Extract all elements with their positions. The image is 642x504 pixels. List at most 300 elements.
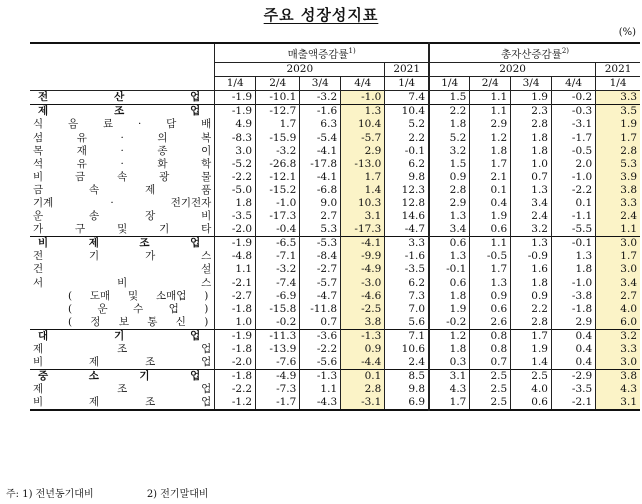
- value-cell: -3.5: [385, 263, 429, 276]
- value-cell: 6.2: [385, 277, 429, 290]
- value-cell: 3.1: [596, 396, 640, 410]
- value-cell: 4.9: [215, 118, 256, 131]
- table-row: [30, 105, 640, 119]
- table-row: [30, 91, 640, 105]
- value-cell: -1.0: [341, 91, 385, 105]
- value-cell: 0.1: [341, 370, 385, 384]
- value-cell: -1.8: [215, 370, 256, 384]
- row-label: ( 도매 및 소매업 ): [68, 289, 209, 302]
- value-cell: -2.7: [300, 263, 341, 276]
- value-cell: 3.4: [429, 223, 470, 237]
- value-cell: 2.1: [470, 171, 511, 184]
- value-cell: -15.9: [256, 131, 300, 144]
- value-cell: 1.0: [511, 158, 552, 171]
- row-label: 비 금 속 광 물: [33, 170, 212, 183]
- value-cell: -1.0: [551, 277, 595, 290]
- value-cell: 1.3: [470, 277, 511, 290]
- table-row: [30, 343, 640, 356]
- value-cell: 7.0: [385, 303, 429, 316]
- value-cell: -6.9: [256, 290, 300, 303]
- value-cell: -2.0: [215, 223, 256, 237]
- value-cell: -1.8: [215, 343, 256, 356]
- value-cell: 0.9: [341, 343, 385, 356]
- value-cell: -2.2: [215, 171, 256, 184]
- row-label: 목 재 · 종 이: [33, 144, 212, 157]
- value-cell: -2.2: [551, 184, 595, 197]
- value-cell: -0.2: [429, 316, 470, 330]
- value-cell: -4.6: [341, 290, 385, 303]
- value-cell: 8.5: [385, 370, 429, 384]
- value-cell: -7.3: [256, 383, 300, 396]
- value-cell: 0.3: [429, 356, 470, 370]
- table-row: [30, 383, 640, 396]
- value-cell: 2.2: [429, 105, 470, 119]
- value-cell: -2.1: [215, 277, 256, 290]
- value-cell: 3.3: [596, 197, 640, 210]
- value-cell: 0.4: [551, 343, 595, 356]
- value-cell: -10.1: [256, 91, 300, 105]
- value-cell: -5.0: [215, 184, 256, 197]
- value-cell: -7.1: [256, 250, 300, 263]
- value-cell: 3.0: [596, 263, 640, 276]
- value-cell: -5.4: [300, 131, 341, 144]
- year-header: 2020: [429, 63, 596, 77]
- row-label: 가 구 및 기 타: [33, 223, 212, 236]
- value-cell: 3.0: [215, 145, 256, 158]
- table-row: [30, 210, 640, 223]
- quarter-header: 3/4: [300, 77, 341, 91]
- value-cell: 1.1: [470, 237, 511, 251]
- value-cell: 2.8: [511, 118, 552, 131]
- value-cell: 1.1: [470, 91, 511, 105]
- value-cell: 1.3: [429, 210, 470, 223]
- row-label: 기계 · 전기전자: [33, 196, 212, 209]
- table-row: [30, 184, 640, 197]
- value-cell: 7.1: [385, 329, 429, 343]
- value-cell: -0.1: [385, 145, 429, 158]
- row-label: 식 음 료 · 담 배: [33, 118, 212, 131]
- value-cell: 6.2: [385, 158, 429, 171]
- value-cell: 2.8: [341, 383, 385, 396]
- value-cell: -1.0: [551, 171, 595, 184]
- value-cell: -1.8: [215, 303, 256, 316]
- table-row: [30, 263, 640, 276]
- row-label: 전 기 가 스: [33, 250, 212, 263]
- value-cell: -0.5: [470, 250, 511, 263]
- unit-label: (%): [618, 27, 636, 38]
- value-cell: -0.3: [551, 105, 595, 119]
- value-cell: -13.9: [256, 343, 300, 356]
- table-row: [30, 356, 640, 370]
- value-cell: -0.4: [256, 223, 300, 237]
- value-cell: 0.6: [511, 396, 552, 410]
- value-cell: 2.8: [511, 316, 552, 330]
- value-cell: -2.0: [215, 356, 256, 370]
- value-cell: 1.7: [596, 250, 640, 263]
- table-row: [30, 237, 640, 251]
- value-cell: 1.8: [470, 145, 511, 158]
- row-label: 제 조 업: [33, 343, 212, 356]
- value-cell: 0.8: [470, 343, 511, 356]
- value-cell: -17.3: [341, 223, 385, 237]
- value-cell: 1.3: [341, 105, 385, 119]
- value-cell: -11.8: [300, 303, 341, 316]
- value-cell: -1.3: [300, 370, 341, 384]
- value-cell: -0.5: [551, 145, 595, 158]
- value-cell: 0.6: [470, 303, 511, 316]
- value-cell: -0.9: [511, 250, 552, 263]
- value-cell: 0.9: [470, 290, 511, 303]
- value-cell: 0.4: [551, 356, 595, 370]
- value-cell: 7.4: [385, 91, 429, 105]
- value-cell: 2.4: [385, 356, 429, 370]
- row-label: 제 조 업: [30, 105, 215, 119]
- value-cell: -17.3: [256, 210, 300, 223]
- value-cell: 1.9: [511, 343, 552, 356]
- value-cell: -3.0: [341, 277, 385, 290]
- value-cell: 1.7: [429, 396, 470, 410]
- value-cell: 2.9: [341, 145, 385, 158]
- value-cell: -17.8: [300, 158, 341, 171]
- value-cell: 3.2: [429, 145, 470, 158]
- table-row: [30, 316, 640, 330]
- value-cell: -5.5: [551, 223, 595, 237]
- value-cell: 1.2: [429, 329, 470, 343]
- value-cell: -1.9: [215, 329, 256, 343]
- value-cell: 1.6: [511, 263, 552, 276]
- value-cell: -1.2: [215, 396, 256, 410]
- table-row: [30, 250, 640, 263]
- value-cell: 2.8: [429, 184, 470, 197]
- value-cell: -7.6: [256, 356, 300, 370]
- value-cell: 2.5: [470, 370, 511, 384]
- value-cell: 7.3: [385, 290, 429, 303]
- value-cell: -1.0: [256, 197, 300, 210]
- value-cell: -3.8: [551, 290, 595, 303]
- value-cell: 1.8: [511, 131, 552, 144]
- value-cell: -3.2: [256, 145, 300, 158]
- value-cell: 6.9: [385, 396, 429, 410]
- value-cell: 0.9: [511, 290, 552, 303]
- value-cell: -1.9: [215, 237, 256, 251]
- value-cell: 4.0: [596, 303, 640, 316]
- value-cell: 1.1: [300, 383, 341, 396]
- row-label: 서 비 스: [33, 276, 212, 289]
- value-cell: 0.7: [470, 356, 511, 370]
- value-cell: 1.3: [429, 250, 470, 263]
- value-cell: -0.2: [551, 91, 595, 105]
- table-row: [30, 329, 640, 343]
- value-cell: 5.6: [385, 316, 429, 330]
- value-cell: -0.1: [551, 237, 595, 251]
- value-cell: -1.7: [256, 396, 300, 410]
- value-cell: 0.7: [300, 316, 341, 330]
- value-cell: -1.7: [551, 131, 595, 144]
- quarter-header: 3/4: [511, 77, 552, 91]
- row-label: ( 운 수 업 ): [68, 302, 209, 315]
- value-cell: 1.7: [341, 171, 385, 184]
- value-cell: 6.0: [596, 316, 640, 330]
- value-cell: 1.5: [429, 91, 470, 105]
- value-cell: 1.9: [470, 210, 511, 223]
- value-cell: -4.8: [215, 250, 256, 263]
- value-cell: 0.9: [429, 171, 470, 184]
- value-cell: 3.8: [596, 184, 640, 197]
- value-cell: -0.2: [256, 316, 300, 330]
- value-cell: 0.7: [511, 171, 552, 184]
- value-cell: 4.3: [596, 383, 640, 396]
- table-row: [30, 145, 640, 158]
- value-cell: 3.0: [596, 237, 640, 251]
- value-cell: 2.6: [470, 316, 511, 330]
- table-row: [30, 277, 640, 290]
- value-cell: 2.3: [511, 105, 552, 119]
- value-cell: -3.1: [551, 118, 595, 131]
- value-cell: 1.1: [215, 263, 256, 276]
- value-cell: 3.0: [596, 356, 640, 370]
- value-cell: 3.1: [429, 370, 470, 384]
- row-label: 건 설: [33, 263, 212, 276]
- value-cell: -4.7: [385, 223, 429, 237]
- value-cell: -1.6: [300, 105, 341, 119]
- value-cell: 0.6: [470, 223, 511, 237]
- value-cell: -2.7: [215, 290, 256, 303]
- value-cell: 3.8: [341, 316, 385, 330]
- value-cell: 2.2: [385, 131, 429, 144]
- row-label: 전 산 업: [38, 91, 201, 104]
- value-cell: -4.7: [300, 290, 341, 303]
- value-cell: -13.0: [341, 158, 385, 171]
- value-cell: -26.8: [256, 158, 300, 171]
- value-cell: 12.8: [385, 197, 429, 210]
- value-cell: -3.1: [341, 396, 385, 410]
- value-cell: -2.1: [551, 396, 595, 410]
- value-cell: -5.7: [300, 277, 341, 290]
- quarter-header: 4/4: [341, 77, 385, 91]
- value-cell: 3.4: [596, 277, 640, 290]
- value-cell: 1.0: [215, 316, 256, 330]
- value-cell: -2.2: [300, 343, 341, 356]
- value-cell: 1.2: [470, 131, 511, 144]
- footnote: [6, 485, 209, 500]
- value-cell: 1.8: [429, 290, 470, 303]
- value-cell: 2.4: [511, 210, 552, 223]
- value-cell: -0.1: [429, 263, 470, 276]
- value-cell: 2.9: [470, 118, 511, 131]
- quarter-header: 1/4: [385, 77, 429, 91]
- year-header: 2021: [596, 63, 640, 77]
- value-cell: 2.5: [511, 370, 552, 384]
- row-label: 운 송 장 비: [33, 210, 212, 223]
- value-cell: -1.1: [551, 210, 595, 223]
- row-label: 금 속 제 품: [33, 183, 212, 196]
- value-cell: 5.3: [300, 223, 341, 237]
- table-row: [30, 131, 640, 144]
- value-cell: -1.9: [215, 91, 256, 105]
- value-cell: 1.8: [429, 343, 470, 356]
- value-cell: -4.9: [341, 263, 385, 276]
- value-cell: -15.2: [256, 184, 300, 197]
- value-cell: 3.1: [341, 210, 385, 223]
- value-cell: 0.4: [551, 329, 595, 343]
- value-cell: 1.9: [596, 118, 640, 131]
- row-label: 석 유 · 화 학: [33, 157, 212, 170]
- value-cell: -5.7: [341, 131, 385, 144]
- value-cell: -4.1: [300, 171, 341, 184]
- row-label: 대 기 업: [30, 329, 215, 343]
- value-cell: 0.1: [470, 184, 511, 197]
- value-cell: 1.9: [429, 303, 470, 316]
- value-cell: 1.1: [596, 223, 640, 237]
- value-cell: 2.4: [596, 210, 640, 223]
- value-cell: 10.6: [385, 343, 429, 356]
- value-cell: 2.5: [470, 396, 511, 410]
- quarter-header: 2/4: [256, 77, 300, 91]
- value-cell: 1.7: [256, 118, 300, 131]
- quarter-header: 4/4: [551, 77, 595, 91]
- table-row: [30, 223, 640, 237]
- value-cell: 9.0: [300, 197, 341, 210]
- value-cell: -3.2: [256, 263, 300, 276]
- value-cell: -6.8: [300, 184, 341, 197]
- value-cell: 1.8: [215, 197, 256, 210]
- value-cell: 1.7: [511, 329, 552, 343]
- table-row: [30, 290, 640, 303]
- value-cell: 0.8: [470, 329, 511, 343]
- value-cell: 10.4: [385, 105, 429, 119]
- value-cell: 0.6: [429, 237, 470, 251]
- row-label: 비 제 조 업: [33, 356, 212, 369]
- value-cell: 1.5: [429, 158, 470, 171]
- row-label: 제 조 업: [33, 383, 212, 396]
- footnote-2: 2) 전기말대비: [146, 489, 209, 500]
- value-cell: 3.9: [596, 171, 640, 184]
- page-title: 주요 성장성지표: [263, 6, 379, 24]
- value-cell: 3.4: [511, 197, 552, 210]
- footnote-1: 주: 1) 전년동기대비: [6, 489, 94, 500]
- row-label: 비 제 조 업: [30, 237, 215, 251]
- value-cell: -3.5: [215, 210, 256, 223]
- growth-indicators-table: [30, 42, 640, 411]
- value-cell: 10.4: [341, 118, 385, 131]
- value-cell: -4.9: [256, 370, 300, 384]
- value-cell: 2.7: [300, 210, 341, 223]
- row-label: 중 소 기 업: [30, 370, 215, 384]
- table-row: [30, 303, 640, 316]
- value-cell: 4.3: [429, 383, 470, 396]
- value-cell: 1.3: [551, 250, 595, 263]
- value-cell: 5.3: [596, 158, 640, 171]
- value-cell: 2.7: [596, 290, 640, 303]
- value-cell: -12.7: [256, 105, 300, 119]
- quarter-header: 1/4: [596, 77, 640, 91]
- value-cell: -2.9: [551, 370, 595, 384]
- value-cell: -7.4: [256, 277, 300, 290]
- value-cell: 3.2: [511, 223, 552, 237]
- value-cell: -4.3: [300, 396, 341, 410]
- value-cell: 1.7: [470, 158, 511, 171]
- value-cell: -8.3: [215, 131, 256, 144]
- value-cell: -4.4: [341, 356, 385, 370]
- value-cell: 1.8: [511, 277, 552, 290]
- quarter-header: 1/4: [429, 77, 470, 91]
- value-cell: 2.8: [596, 145, 640, 158]
- value-cell: 1.8: [511, 145, 552, 158]
- row-label: 비 제 조 업: [30, 396, 215, 410]
- year-header: 2021: [385, 63, 429, 77]
- value-cell: -5.6: [300, 356, 341, 370]
- value-cell: 6.3: [300, 118, 341, 131]
- value-cell: -3.5: [551, 383, 595, 396]
- value-cell: 2.5: [470, 383, 511, 396]
- value-cell: 1.7: [470, 263, 511, 276]
- value-cell: -1.9: [215, 105, 256, 119]
- value-cell: -3.2: [300, 91, 341, 105]
- value-cell: 1.4: [341, 184, 385, 197]
- value-cell: -5.3: [300, 237, 341, 251]
- row-label: 섬 유 · 의 복: [33, 131, 212, 144]
- value-cell: -1.8: [551, 303, 595, 316]
- table-row: [30, 118, 640, 131]
- value-cell: 0.6: [429, 277, 470, 290]
- table-row: [30, 197, 640, 210]
- quarter-header: 1/4: [215, 77, 256, 91]
- value-cell: 1.1: [470, 105, 511, 119]
- value-cell: 3.3: [596, 343, 640, 356]
- value-cell: 14.6: [385, 210, 429, 223]
- value-cell: 1.8: [551, 263, 595, 276]
- row-label: ( 정 보 통 신 ): [68, 315, 209, 328]
- table-row: [30, 370, 640, 384]
- value-cell: -15.8: [256, 303, 300, 316]
- value-cell: -8.4: [300, 250, 341, 263]
- value-cell: 0.1: [551, 197, 595, 210]
- value-cell: 1.3: [511, 184, 552, 197]
- table-row: [30, 171, 640, 184]
- value-cell: -9.9: [341, 250, 385, 263]
- value-cell: 3.5: [596, 105, 640, 119]
- value-cell: -2.2: [215, 383, 256, 396]
- value-cell: -2.5: [341, 303, 385, 316]
- value-cell: 5.2: [429, 131, 470, 144]
- value-cell: 9.8: [385, 383, 429, 396]
- value-cell: 9.8: [385, 171, 429, 184]
- value-cell: -12.1: [256, 171, 300, 184]
- value-cell: 2.0: [551, 158, 595, 171]
- value-cell: 3.3: [385, 237, 429, 251]
- value-cell: -1.6: [385, 250, 429, 263]
- value-cell: 2.9: [551, 316, 595, 330]
- sales-growth-header: 매출액증감률$^{1)}$: [215, 43, 429, 63]
- table-row: [30, 158, 640, 171]
- value-cell: 12.3: [385, 184, 429, 197]
- value-cell: 3.3: [596, 91, 640, 105]
- value-cell: -1.3: [341, 329, 385, 343]
- value-cell: 1.7: [596, 131, 640, 144]
- value-cell: 1.3: [511, 237, 552, 251]
- value-cell: -4.1: [300, 145, 341, 158]
- value-cell: 3.8: [596, 370, 640, 384]
- value-cell: 2.9: [429, 197, 470, 210]
- value-cell: -4.1: [341, 237, 385, 251]
- value-cell: 10.3: [341, 197, 385, 210]
- value-cell: 1.9: [511, 91, 552, 105]
- value-cell: -6.5: [256, 237, 300, 251]
- value-cell: -11.3: [256, 329, 300, 343]
- asset-growth-header: 총자산증감률$^{2)}$: [429, 43, 640, 63]
- table-row: [30, 396, 640, 410]
- value-cell: 5.2: [385, 118, 429, 131]
